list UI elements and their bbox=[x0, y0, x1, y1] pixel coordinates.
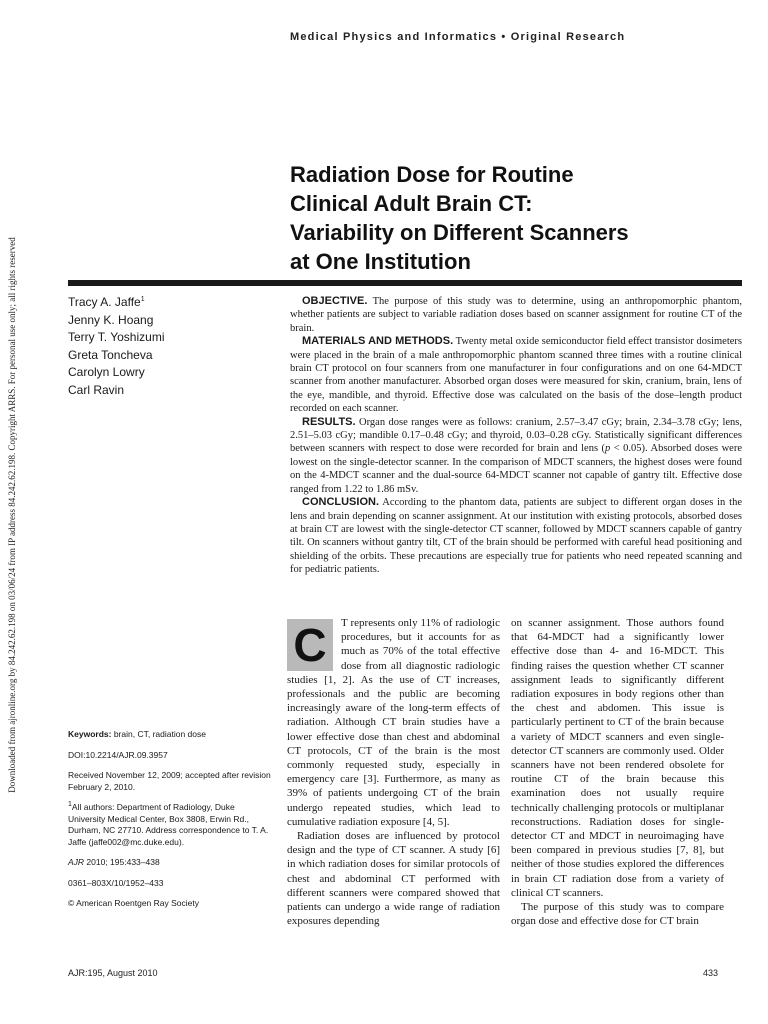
abstract-heading: MATERIALS AND METHODS. bbox=[302, 335, 454, 348]
abstract-methods: MATERIALS AND METHODS. Twenty metal oxide semiconductor field effect transistor dosimeters were placed in the brain of a male anthropomorphic phantom scanned three times with a routine clinical brain CT protocol on four scanners from one manufacturer in four configurations and on one 64-MDCT scanner from another manufacturer. Absorbed organ doses were measured for skin, cranium, brain, lens of the eye, mandible, and thyroid. Effective dose was calculated on the basis of the dose–length product recorded on each scanner. bbox=[290, 335, 742, 415]
title-line: at One Institution bbox=[290, 249, 471, 274]
copyright: © American Roentgen Ray Society bbox=[68, 898, 199, 908]
received-dates: Received November 12, 2009; accepted after revision February 2, 2010. bbox=[68, 770, 271, 792]
abstract-heading: CONCLUSION. bbox=[302, 496, 379, 509]
abstract-heading: OBJECTIVE. bbox=[302, 295, 368, 307]
article-metadata bbox=[68, 729, 273, 919]
author-list bbox=[68, 294, 268, 399]
doi: DOI:10.2214/AJR.09.3957 bbox=[68, 749, 168, 760]
abstract-heading: RESULTS. bbox=[302, 415, 356, 428]
download-side-note bbox=[5, 190, 19, 840]
title-line: Clinical Adult Brain CT: bbox=[290, 191, 533, 216]
author-name: Carolyn Lowry bbox=[68, 365, 145, 379]
footer-journal: AJR:195, August 2010 bbox=[68, 968, 158, 978]
abstract bbox=[290, 295, 742, 577]
title-divider bbox=[68, 280, 742, 286]
article-title bbox=[290, 160, 730, 276]
author-name: Greta Toncheva bbox=[68, 347, 153, 362]
issn: 0361–803X/10/1952–433 bbox=[68, 877, 164, 888]
title-line: Radiation Dose for Routine bbox=[290, 162, 574, 187]
drop-cap: C bbox=[287, 619, 333, 671]
author-name: Carl Ravin bbox=[68, 382, 125, 397]
body-paragraph: on scanner assignment. Those authors found that 64-MDCT had a significantly lower effective dose than 4- and 16-MDCT. This finding raises the question whether CT scanner assignment leads to significantly different radiation exposures in body regions other than the chest and abdomen. This issue is particularly pertinent to CT of the brain because a variety of MDCT scanners and even single-detector CT scanners are commonly used. Older scanners have not been rendered obsolete for routine CT of the brain because this examination does not usually require technically challenging protocols or multiplanar reconstructions. Radiation doses for single-detector CT and MDCT in neuroimaging have been compared in previous studies [7, 8], but neither of those studies explored the differences in brain CT radiation dose from a variety of clinical CT scanners. bbox=[511, 617, 724, 899]
abstract-conclusion: CONCLUSION. According to the phantom data, patients are subject to different organ doses in the lens and brain depending on scanner assignment. At our institution with existing protocols, absorbed doses at brain CT are lowest with the single-detector CT scanner, followed by MDCT scanners capable of gantry tilt. On scanners without gantry tilt, CT of the brain should be performed with careful head positioning and shielding of the orbits. These precautions are especially true for patients who need repeated scanning and for pediatric patients. bbox=[290, 496, 742, 576]
body-column-right bbox=[511, 616, 724, 928]
affiliation: $^1$All authors: Department of Radiology, Duke University Medical Center, Box 3808, Erwin Rd., Durham, NC 27710. Address correspondence to T. A. Jaffe (jaffe002@mc.duke.edu). bbox=[68, 801, 269, 847]
citation: AJR 2010; 195:433–438 bbox=[68, 857, 160, 867]
download-notice-text: Downloaded from ajronline.org by 84.242.62.198 on 03/06/24 from IP address 84.242.62.198. Copyright ARRS. For personal use only; all rights reserved bbox=[7, 237, 17, 793]
section-header: Medical Physics and Informatics • Original Research bbox=[290, 31, 626, 43]
abstract-objective: OBJECTIVE. The purpose of this study was to determine, using an anthropomorphic phantom, whether patients are subject to variable radiation doses based on scanner assignment for routine CT of the brain. bbox=[290, 295, 742, 334]
title-line: Variability on Different Scanners bbox=[290, 220, 629, 245]
page-number: 433 bbox=[702, 968, 718, 978]
body-paragraph: The purpose of this study was to compare organ dose and effective dose for CT brain bbox=[511, 901, 724, 928]
author-name: Terry T. Yoshizumi bbox=[68, 330, 165, 344]
keywords: Keywords: brain, CT, radiation dose bbox=[68, 729, 206, 739]
body-column-left bbox=[287, 616, 500, 928]
author-name: Tracy A. Jaffe$^1$ bbox=[68, 295, 145, 309]
body-paragraph: Radiation doses are influenced by protocol design and the type of CT scanner. A study [6] in which radiation doses for similar protocols of chest and abdominal CT performed with different scanners were compared showed that patients can undergo a wide range of radiation exposures depending bbox=[287, 830, 500, 928]
author-name: Jenny K. Hoang bbox=[68, 312, 154, 327]
abstract-results: RESULTS. Organ dose ranges were as follows: cranium, 2.57–3.47 cGy; brain, 2.34–3.78 cGy; lens, 2.51–5.03 cGy; mandible 0.17–0.48 cGy; and thyroid, 0.03–0.28 cGy. Statistically significant differences between scanners with respect to dose were recorded for brain and lens (p < 0.05). Absorbed doses were lowest on the single-detector scanner. In the comparison of MDCT scanners, the highest doses were found on the 4-MDCT scanner and the dual-source 64-MDCT scanner not capable of gantry tilt. Effective dose ranged from 1.22 to 1.86 mSv. bbox=[290, 415, 743, 495]
body-paragraph: C T represents only 11% of radiologic procedures, but it accounts for as much as 70% of the total effective dose from all diagnostic radiologic studies [1, 2]. As the use of CT increases, professionals and the public are becoming increasingly aware of the long-term effects of radiation. Although CT brain studies have a lower effective dose than chest and abdominal CT protocols, CT of the brain is the most commonly requested study, especially in emergency care [3]. Furthermore, as many as 39% of patients undergoing CT of the brain undergo repeated studies, which lead to cumulative radiation exposure [4, 5]. bbox=[287, 617, 500, 828]
